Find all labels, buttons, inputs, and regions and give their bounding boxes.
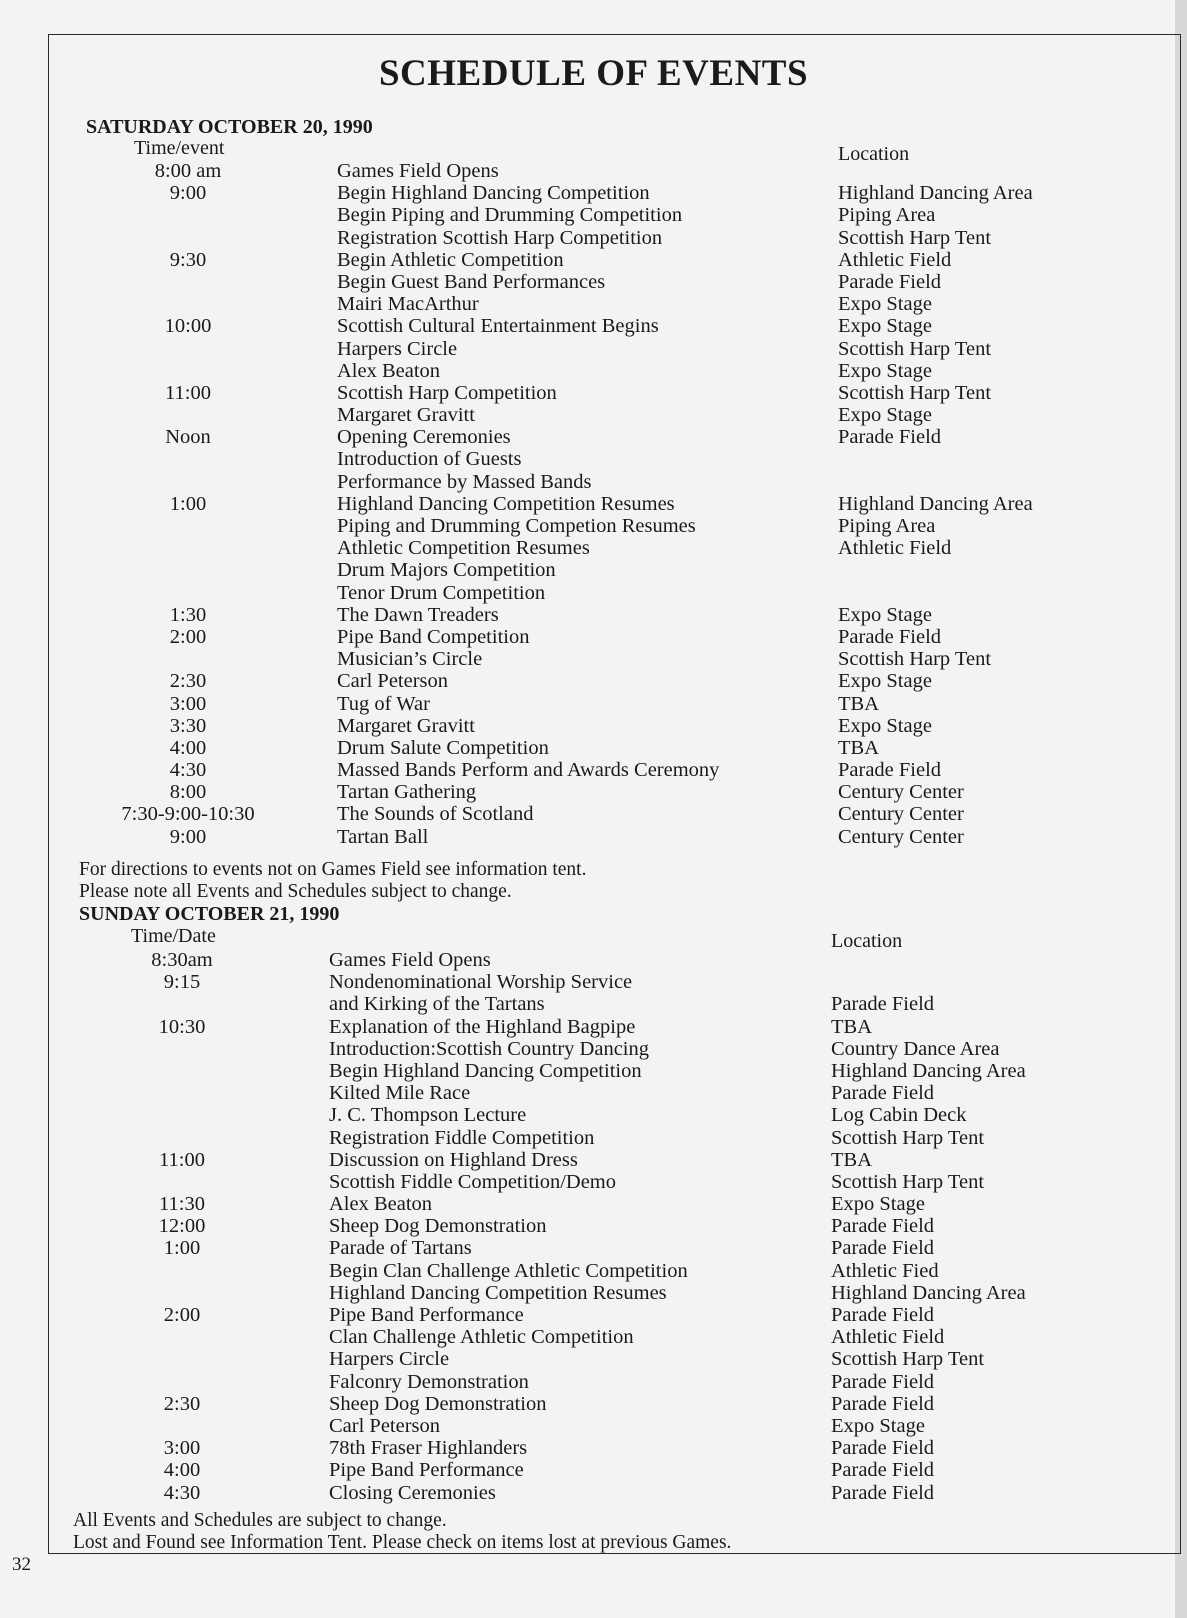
event-location: Parade Field bbox=[831, 1392, 935, 1415]
event-name: Musician’s Circle bbox=[337, 648, 483, 671]
event-location: Century Center bbox=[838, 803, 964, 826]
event-name: Opening Ceremonies bbox=[337, 426, 511, 449]
schedule-row bbox=[0, 537, 1187, 559]
event-location: Piping Area bbox=[838, 204, 936, 227]
schedule-row bbox=[0, 382, 1187, 404]
event-name: Scottish Harp Competition bbox=[337, 381, 557, 404]
event-location: Expo Stage bbox=[838, 714, 932, 737]
event-location: Parade Field bbox=[838, 426, 942, 449]
event-location: Century Center bbox=[838, 781, 964, 804]
saturday-note-change: Please note all Events and Schedules subject to change. bbox=[79, 881, 512, 902]
event-name: Nondenominational Worship Service bbox=[329, 971, 633, 994]
event-location: Expo Stage bbox=[831, 1414, 925, 1437]
schedule-row bbox=[0, 1104, 1187, 1126]
event-location: Parade Field bbox=[831, 993, 935, 1016]
schedule-row bbox=[0, 1193, 1187, 1215]
event-time: 11:00 bbox=[165, 381, 211, 404]
event-location: TBA bbox=[838, 736, 879, 759]
schedule-row bbox=[0, 1127, 1187, 1149]
event-name: Tartan Ball bbox=[337, 825, 429, 848]
event-location: TBA bbox=[838, 692, 879, 715]
schedule-row bbox=[0, 949, 1187, 971]
event-time: 3:00 bbox=[163, 1437, 201, 1460]
event-name: Parade of Tartans bbox=[329, 1237, 472, 1260]
schedule-row bbox=[0, 1326, 1187, 1348]
sunday-location-header: Location bbox=[831, 930, 903, 952]
event-name: Games Field Opens bbox=[329, 949, 491, 971]
schedule-row bbox=[0, 1393, 1187, 1415]
event-time: 9:00 bbox=[169, 182, 207, 205]
event-location: Highland Dancing Area bbox=[838, 182, 1033, 205]
page-title: SCHEDULE OF EVENTS bbox=[378, 53, 809, 94]
event-name: Scottish Cultural Entertainment Begins bbox=[337, 315, 659, 338]
event-name: Introduction:Scottish Country Dancing bbox=[329, 1037, 649, 1060]
event-time: 2:30 bbox=[163, 1392, 201, 1415]
event-location: Century Center bbox=[838, 825, 964, 848]
event-location: Expo Stage bbox=[838, 603, 932, 626]
event-location: Scottish Harp Tent bbox=[838, 337, 992, 360]
event-time: 2:00 bbox=[163, 1304, 201, 1326]
event-name: Sheep Dog Demonstration bbox=[329, 1392, 547, 1415]
event-name: Sheep Dog Demonstration bbox=[329, 1215, 547, 1238]
schedule-row bbox=[0, 1038, 1187, 1060]
schedule-row bbox=[0, 1348, 1187, 1370]
schedule-row bbox=[0, 803, 1187, 825]
event-time: 10:30 bbox=[158, 1015, 206, 1038]
schedule-row bbox=[0, 515, 1187, 537]
event-location: Expo Stage bbox=[831, 1193, 925, 1216]
schedule-row bbox=[0, 1016, 1187, 1038]
event-name: Drum Salute Competition bbox=[337, 736, 549, 759]
event-name: Registration Fiddle Competition bbox=[329, 1126, 595, 1149]
schedule-row bbox=[0, 1459, 1187, 1481]
event-location: Parade Field bbox=[831, 1082, 935, 1105]
event-time: 9:30 bbox=[169, 248, 207, 271]
sunday-note-change: All Events and Schedules are subject to change. bbox=[73, 1510, 447, 1531]
event-time: 7:30-9:00-10:30 bbox=[121, 803, 255, 826]
schedule-row bbox=[0, 670, 1187, 692]
event-time: 3:00 bbox=[169, 692, 207, 715]
event-name: Performance by Massed Bands bbox=[337, 470, 592, 493]
event-name: Begin Athletic Competition bbox=[337, 248, 564, 271]
schedule-row bbox=[0, 426, 1187, 448]
event-time: 4:30 bbox=[163, 1481, 201, 1504]
event-time: 1:30 bbox=[169, 603, 207, 626]
event-location: Highland Dancing Area bbox=[831, 1059, 1026, 1082]
event-name: Harpers Circle bbox=[329, 1348, 450, 1371]
event-time: 9:15 bbox=[163, 971, 201, 994]
sunday-time-header: Time/Date bbox=[131, 925, 216, 947]
saturday-note-directions: For directions to events not on Games Field see information tent. bbox=[79, 859, 587, 880]
saturday-heading: SATURDAY OCTOBER 20, 1990 bbox=[86, 116, 373, 138]
event-name: Harpers Circle bbox=[337, 337, 458, 360]
schedule-row bbox=[0, 826, 1187, 848]
event-location: Expo Stage bbox=[838, 670, 932, 693]
schedule-row bbox=[0, 1215, 1187, 1237]
schedule-row bbox=[0, 1437, 1187, 1459]
event-name: Highland Dancing Competition Resumes bbox=[329, 1281, 667, 1304]
event-location: Parade Field bbox=[838, 759, 942, 782]
event-name: Clan Challenge Athletic Competition bbox=[329, 1326, 634, 1349]
event-time: 8:00 bbox=[169, 781, 207, 804]
schedule-row bbox=[0, 693, 1187, 715]
event-location: Parade Field bbox=[838, 625, 942, 648]
event-time: 8:00 am bbox=[154, 160, 222, 182]
event-name: Margaret Gravitt bbox=[337, 714, 475, 737]
sunday-note-lost-found: Lost and Found see Information Tent. Please check on items lost at previous Games. bbox=[73, 1532, 732, 1553]
event-name: Games Field Opens bbox=[337, 160, 499, 182]
schedule-row bbox=[0, 1282, 1187, 1304]
event-location: Expo Stage bbox=[838, 404, 932, 427]
schedule-row bbox=[0, 471, 1187, 493]
schedule-row bbox=[0, 315, 1187, 337]
schedule-row bbox=[0, 971, 1187, 993]
schedule-row bbox=[0, 404, 1187, 426]
event-name: J. C. Thompson Lecture bbox=[329, 1104, 527, 1127]
event-time: 4:00 bbox=[163, 1459, 201, 1482]
event-location: Parade Field bbox=[831, 1370, 935, 1393]
event-location: TBA bbox=[831, 1148, 872, 1171]
event-name: Tartan Gathering bbox=[337, 781, 477, 804]
schedule-row bbox=[0, 227, 1187, 249]
sunday-heading: SUNDAY OCTOBER 21, 1990 bbox=[79, 903, 340, 925]
event-location: Expo Stage bbox=[838, 359, 932, 382]
event-location: TBA bbox=[831, 1015, 872, 1038]
event-location: Athletic Field bbox=[838, 537, 952, 560]
event-name: Athletic Competition Resumes bbox=[337, 537, 590, 560]
event-name: and Kirking of the Tartans bbox=[329, 993, 545, 1016]
event-location: Athletic Field bbox=[838, 248, 952, 271]
schedule-row bbox=[0, 338, 1187, 360]
event-name: Falconry Demonstration bbox=[329, 1370, 529, 1393]
schedule-row bbox=[0, 604, 1187, 626]
schedule-row bbox=[0, 582, 1187, 604]
event-location: Scottish Harp Tent bbox=[838, 226, 992, 249]
event-name: Pipe Band Performance bbox=[329, 1459, 524, 1482]
event-location: Scottish Harp Tent bbox=[838, 381, 992, 404]
event-name: Massed Bands Perform and Awards Ceremony bbox=[337, 759, 720, 782]
schedule-row bbox=[0, 1260, 1187, 1282]
event-time: 4:30 bbox=[169, 759, 207, 782]
schedule-row bbox=[0, 1171, 1187, 1193]
event-location: Highland Dancing Area bbox=[831, 1281, 1026, 1304]
event-name: Alex Beaton bbox=[337, 359, 441, 382]
event-time: 2:30 bbox=[169, 670, 207, 693]
event-name: Drum Majors Competition bbox=[337, 559, 556, 582]
event-time: 2:00 bbox=[169, 625, 207, 648]
event-name: Kilted Mile Race bbox=[329, 1082, 471, 1105]
event-name: Closing Ceremonies bbox=[329, 1481, 496, 1504]
schedule-row bbox=[0, 781, 1187, 803]
event-name: Explanation of the Highland Bagpipe bbox=[329, 1015, 636, 1038]
event-location: Expo Stage bbox=[838, 293, 932, 316]
event-name: Carl Peterson bbox=[337, 670, 449, 693]
event-name: Carl Peterson bbox=[329, 1414, 441, 1437]
schedule-row bbox=[0, 559, 1187, 581]
event-name: Alex Beaton bbox=[329, 1193, 433, 1216]
event-time: Noon bbox=[165, 426, 211, 449]
event-location: Parade Field bbox=[831, 1459, 935, 1482]
event-name: The Sounds of Scotland bbox=[337, 803, 534, 826]
event-name: Introduction of Guests bbox=[337, 448, 522, 471]
event-location: Log Cabin Deck bbox=[831, 1104, 967, 1127]
event-location: Country Dance Area bbox=[831, 1037, 1000, 1060]
event-name: Margaret Gravitt bbox=[337, 404, 475, 427]
schedule-row bbox=[0, 1060, 1187, 1082]
event-location: Scottish Harp Tent bbox=[831, 1348, 985, 1371]
event-location: Parade Field bbox=[831, 1437, 935, 1460]
schedule-row bbox=[0, 993, 1187, 1015]
event-location: Parade Field bbox=[831, 1304, 935, 1326]
event-name: 78th Fraser Highlanders bbox=[329, 1437, 528, 1460]
event-name: The Dawn Treaders bbox=[337, 603, 499, 626]
event-location: Parade Field bbox=[831, 1237, 935, 1260]
event-time: 11:00 bbox=[159, 1148, 205, 1171]
event-name: Tenor Drum Competition bbox=[337, 581, 546, 604]
event-location: Athletic Field bbox=[831, 1326, 945, 1349]
event-location: Piping Area bbox=[838, 515, 936, 537]
schedule-row bbox=[0, 1304, 1187, 1326]
schedule-row bbox=[0, 626, 1187, 648]
event-name: Begin Highland Dancing Competition bbox=[337, 182, 650, 205]
event-location: Athletic Fied bbox=[831, 1259, 939, 1282]
event-time: 1:00 bbox=[169, 492, 207, 515]
event-location: Scottish Harp Tent bbox=[838, 648, 992, 671]
schedule-row bbox=[0, 249, 1187, 271]
event-location: Highland Dancing Area bbox=[838, 492, 1033, 515]
schedule-row bbox=[0, 448, 1187, 470]
event-time: 4:00 bbox=[169, 736, 207, 759]
schedule-row bbox=[0, 1082, 1187, 1104]
event-name: Piping and Drumming Competion Resumes bbox=[337, 515, 696, 537]
schedule-row bbox=[0, 648, 1187, 670]
saturday-location-header: Location bbox=[838, 143, 910, 165]
event-location: Parade Field bbox=[838, 270, 942, 293]
event-name: Mairi MacArthur bbox=[337, 293, 479, 316]
schedule-row bbox=[0, 1371, 1187, 1393]
event-name: Highland Dancing Competition Resumes bbox=[337, 492, 675, 515]
event-time: 10:00 bbox=[164, 315, 212, 338]
event-name: Begin Piping and Drumming Competition bbox=[337, 204, 683, 227]
event-location: Scottish Harp Tent bbox=[831, 1126, 985, 1149]
event-name: Tug of War bbox=[337, 692, 430, 715]
event-name: Scottish Fiddle Competition/Demo bbox=[329, 1170, 616, 1193]
schedule-row bbox=[0, 1237, 1187, 1259]
schedule-row bbox=[0, 737, 1187, 759]
event-location: Parade Field bbox=[831, 1481, 935, 1504]
schedule-row bbox=[0, 759, 1187, 781]
event-location: Parade Field bbox=[831, 1215, 935, 1238]
schedule-row bbox=[0, 182, 1187, 204]
event-name: Begin Guest Band Performances bbox=[337, 270, 606, 293]
schedule-row bbox=[0, 293, 1187, 315]
schedule-row bbox=[0, 715, 1187, 737]
event-name: Pipe Band Performance bbox=[329, 1304, 524, 1326]
schedule-row bbox=[0, 493, 1187, 515]
schedule-row bbox=[0, 1149, 1187, 1171]
schedule-row bbox=[0, 360, 1187, 382]
sunday-schedule bbox=[0, 949, 1187, 1504]
event-time: 12:00 bbox=[158, 1215, 206, 1238]
schedule-row bbox=[0, 160, 1187, 182]
saturday-schedule bbox=[0, 160, 1187, 848]
schedule-row bbox=[0, 204, 1187, 226]
page-number: 32 bbox=[12, 1554, 31, 1575]
event-time: 8:30am bbox=[151, 949, 213, 971]
event-location: Expo Stage bbox=[838, 315, 932, 338]
schedule-row bbox=[0, 1482, 1187, 1504]
saturday-time-header: Time/event bbox=[134, 137, 225, 159]
event-name: Pipe Band Competition bbox=[337, 625, 530, 648]
schedule-row bbox=[0, 271, 1187, 293]
event-name: Registration Scottish Harp Competition bbox=[337, 226, 663, 249]
event-time: 3:30 bbox=[169, 714, 207, 737]
event-name: Discussion on Highland Dress bbox=[329, 1148, 578, 1171]
schedule-row bbox=[0, 1415, 1187, 1437]
event-time: 1:00 bbox=[163, 1237, 201, 1260]
event-name: Begin Highland Dancing Competition bbox=[329, 1059, 642, 1082]
event-name: Begin Clan Challenge Athletic Competition bbox=[329, 1259, 688, 1282]
event-location: Scottish Harp Tent bbox=[831, 1170, 985, 1193]
event-time: 9:00 bbox=[169, 825, 207, 848]
event-time: 11:30 bbox=[159, 1193, 205, 1216]
